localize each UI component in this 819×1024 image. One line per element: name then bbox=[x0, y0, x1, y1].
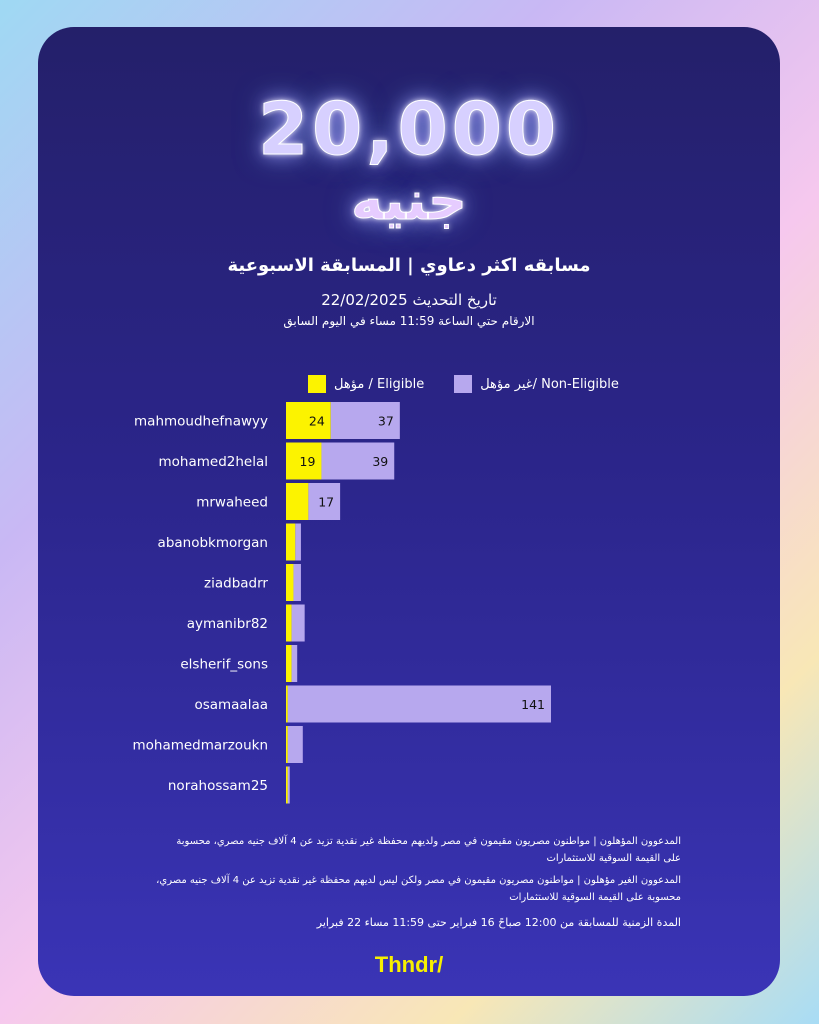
data-label-eligible-mohamed2helal: 19 bbox=[299, 454, 316, 469]
data-label-non-eligible-mohamed2helal: 39 bbox=[372, 454, 389, 469]
bar-eligible-abanobkmorgan bbox=[286, 524, 295, 561]
category-label-mohamedmarzoukn: mohamedmarzoukn bbox=[132, 737, 268, 754]
prize-amount: 20,000 bbox=[258, 87, 560, 171]
data-cutoff-note: الارقام حتي الساعة 11:59 مساء في اليوم السابق bbox=[283, 314, 535, 328]
non-eligible-definition: المدعوون الغير مؤهلون | مواطنون مصريون مقيمون في مصر ولكن ليس لديهم محفظة غير نقدية تزيد عن 4 آلاف جنيه مصري، محسوبة على القيمة السوقية للاستثمارات bbox=[156, 875, 681, 903]
bar-non-eligible-ziadbadrr bbox=[293, 564, 300, 601]
legend-item-eligible bbox=[308, 375, 424, 393]
bar-non-eligible-aymanibr82 bbox=[292, 605, 305, 642]
bar-non-eligible-mohamedmarzoukn bbox=[288, 726, 303, 763]
data-label-non-eligible-mrwaheed: 17 bbox=[318, 494, 335, 510]
bar-eligible-ziadbadrr bbox=[286, 564, 293, 601]
update-date: تاريخ التحديث 22/02/2025 bbox=[321, 291, 497, 309]
eligible-definition: المدعوون المؤهلون | مواطنون مصريون مقيمون في مصر ولديهم محفظة غير نقدية تزيد عن 4 آلاف جنيه مصري، محسوبة على القيمة السوقية للاستثمارات bbox=[176, 836, 681, 864]
bar-non-eligible-abanobkmorgan bbox=[295, 524, 301, 561]
data-label-non-eligible-mahmoudhefnawyy: 37 bbox=[377, 413, 394, 429]
data-label-eligible-mahmoudhefnawyy: 24 bbox=[308, 413, 325, 429]
bar-eligible-aymanibr82 bbox=[286, 605, 292, 642]
legend-swatch-eligible bbox=[308, 375, 326, 393]
legend-label-non-eligible: غير مؤهل/ Non-Eligible bbox=[480, 376, 619, 392]
bar-eligible-elsherif_sons bbox=[286, 645, 292, 682]
bar-eligible-norahossam25 bbox=[286, 767, 288, 804]
category-label-abanobkmorgan: abanobkmorgan bbox=[157, 535, 268, 551]
bar-eligible-mohamedmarzoukn bbox=[286, 726, 288, 763]
footnotes bbox=[156, 833, 681, 936]
category-label-elsherif_sons: elsherif_sons bbox=[180, 656, 268, 673]
legend-swatch-non-eligible bbox=[454, 375, 472, 393]
category-label-norahossam25: norahossam25 bbox=[167, 778, 268, 794]
category-label-mohamed2helal: mohamed2helal bbox=[158, 454, 268, 470]
category-label-ziadbadrr: ziadbadrr bbox=[204, 575, 268, 592]
category-label-mahmoudhefnawyy: mahmoudhefnawyy bbox=[134, 413, 268, 430]
data-label-non-eligible-osamaalaa: 141 bbox=[521, 697, 545, 712]
bar-non-eligible-osamaalaa bbox=[288, 686, 551, 723]
bar-eligible-mrwaheed bbox=[286, 483, 308, 520]
competition-period: المدة الزمنية للمسابقة من 12:00 صباحً 16 فبراير حتى 11:59 مساء 22 فبراير bbox=[316, 916, 681, 929]
bar-eligible-osamaalaa bbox=[286, 686, 288, 723]
category-label-mrwaheed: mrwaheed bbox=[196, 494, 268, 511]
legend-item-non-eligible bbox=[454, 375, 619, 393]
chart-legend bbox=[308, 373, 619, 395]
prize-currency: جنيه bbox=[351, 169, 467, 232]
leaderboard-card bbox=[38, 27, 780, 996]
category-label-aymanibr82: aymanibr82 bbox=[186, 616, 268, 632]
bar-non-eligible-norahossam25 bbox=[288, 767, 290, 804]
bar-non-eligible-elsherif_sons bbox=[292, 645, 298, 682]
referral-bar-chart bbox=[38, 397, 780, 817]
category-label-osamaalaa: osamaalaa bbox=[194, 697, 268, 713]
page-title: مسابقه اكثر دعاوي | المسابقة الاسبوعية bbox=[227, 255, 591, 276]
thndr-logo: Thndr/ bbox=[374, 952, 444, 977]
legend-label-eligible: مؤهل / Eligible bbox=[334, 376, 425, 392]
